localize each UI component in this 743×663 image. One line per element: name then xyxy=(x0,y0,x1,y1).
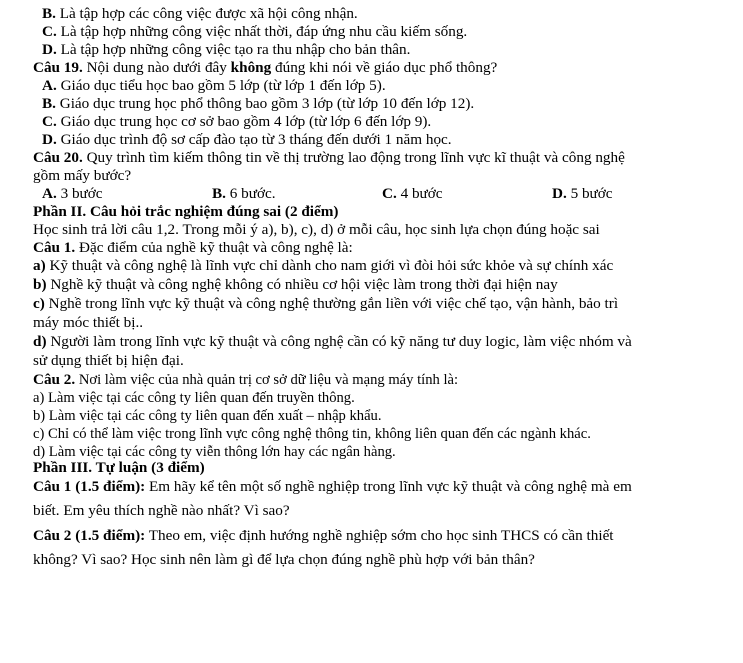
question-text: Nội dung nào dưới đây xyxy=(82,59,231,76)
item-text: máy móc thiết bị.. xyxy=(33,314,144,331)
question-label: Câu 2. xyxy=(33,371,76,388)
item-text: sử dụng thiết bị hiện đại. xyxy=(33,352,184,369)
part2-q1-item-d-continued xyxy=(33,352,184,370)
option-label: D. xyxy=(42,41,57,58)
q19-option-c xyxy=(42,113,431,131)
option-label: C. xyxy=(382,185,397,202)
item-label: b) xyxy=(33,276,47,293)
part3-q2 xyxy=(33,527,614,545)
item-text: Nghề trong lĩnh vực kỹ thuật và công nghệ thường gắn liền với việc chế tạo, vận hành, bảo trì xyxy=(44,295,619,312)
question-label: Câu 19. xyxy=(33,59,83,76)
part2-q1-item-b xyxy=(33,276,558,294)
option-label: B. xyxy=(42,95,56,112)
question-label: Câu 20. xyxy=(33,149,83,166)
question-text: Nơi làm việc của nhà quản trị cơ sở dữ liệu và mạng máy tính là: xyxy=(75,372,459,388)
option-text: Giáo dục trình độ sơ cấp đào tạo từ 3 tháng đến dưới 1 năm học. xyxy=(56,131,452,148)
item-text: Người làm trong lĩnh vực kỹ thuật và công nghệ cần có kỹ năng tư duy logic, làm việc nhóm và xyxy=(46,333,632,350)
option-label: A. xyxy=(42,77,57,94)
option-label: A. xyxy=(42,185,57,202)
part2-q2-item-b: b) Làm việc tại các công ty liên quan đến xuất – nhập khẩu. xyxy=(33,408,382,424)
question-label: Câu 1. xyxy=(33,239,76,256)
q18-option-b xyxy=(42,5,358,23)
option-text: 4 bước xyxy=(396,185,443,202)
part2-q1-item-d xyxy=(33,333,632,351)
part3-q1-continued xyxy=(33,502,290,520)
q19-option-d xyxy=(42,131,452,149)
question-label: Câu 2 (1.5 điểm): xyxy=(33,527,146,544)
q20-stem-continued xyxy=(33,167,131,185)
item-label: c) xyxy=(33,295,45,312)
question-text: Theo em, việc định hướng nghề nghiệp sớm cho học sinh THCS có cần thiết xyxy=(145,527,614,544)
question-emphasis: không xyxy=(230,59,272,76)
option-text: Giáo dục trung học cơ sở bao gồm 4 lớp (từ lớp 6 đến lớp 9). xyxy=(56,113,432,130)
q20-option-b xyxy=(212,185,276,203)
part2-q2-stem xyxy=(33,371,458,389)
q19-option-a xyxy=(42,77,386,95)
option-text: 6 bước. xyxy=(225,185,276,202)
option-text: Giáo dục tiểu học bao gồm 5 lớp (từ lớp 1 đến lớp 5). xyxy=(56,77,386,94)
part2-q2-item-d: d) Làm việc tại các công ty viễn thông lớn hay các ngân hàng. xyxy=(33,444,396,460)
option-label: C. xyxy=(42,113,57,130)
question-text: Em hãy kể tên một số nghề nghiệp trong lĩnh vực kỹ thuật và công nghệ mà em xyxy=(145,478,632,495)
option-text: Là tập hợp những công việc tạo ra thu nhập cho bản thân. xyxy=(56,41,411,58)
q19-stem xyxy=(33,59,497,77)
option-label: D. xyxy=(42,131,57,148)
part2-q1-item-a xyxy=(33,257,613,275)
part3-q2-continued xyxy=(33,551,535,569)
question-text: không? Vì sao? Học sinh nên làm gì để lựa chọn đúng nghề phù hợp với bản thân? xyxy=(33,551,535,568)
option-text: Là tập hợp các công việc được xã hội công nhận. xyxy=(55,5,358,22)
option-text: Là tập hợp những công việc nhất thời, đáp ứng nhu cầu kiếm sống. xyxy=(56,23,468,40)
q20-option-c xyxy=(382,185,443,203)
item-text: Kỹ thuật và công nghệ là lĩnh vực chỉ dành cho nam giới vì đòi hỏi sức khỏe và sự chính xác xyxy=(45,257,614,274)
part2-q2-item-a: a) Làm việc tại các công ty liên quan đến truyền thông. xyxy=(33,390,355,406)
option-text: Giáo dục trung học phổ thông bao gồm 3 lớp (từ lớp 10 đến lớp 12). xyxy=(55,95,475,112)
part2-heading: Phần II. Câu hỏi trắc nghiệm đúng sai (2 điểm) xyxy=(33,203,339,220)
option-text: 3 bước xyxy=(56,185,103,202)
item-text: Nghề kỹ thuật và công nghệ không có nhiều cơ hội việc làm trong thời đại hiện nay xyxy=(46,276,558,293)
part3-heading: Phần III. Tự luận (3 điểm) xyxy=(33,459,205,476)
part2-q1-item-c-continued xyxy=(33,314,143,332)
part2-q1-stem xyxy=(33,239,353,257)
option-text: 5 bước xyxy=(566,185,613,202)
part2-q1-item-c xyxy=(33,295,618,313)
q20-option-a xyxy=(42,185,103,203)
question-text: biết. Em yêu thích nghề nào nhất? Vì sao? xyxy=(33,502,290,519)
q18-option-d xyxy=(42,41,410,59)
item-label: a) xyxy=(33,257,46,274)
option-label: C. xyxy=(42,23,57,40)
option-label: D. xyxy=(552,185,567,202)
part2-q2-item-c: c) Chỉ có thể làm việc trong lĩnh vực công nghệ thông tin, không liên quan đến các ngành khác. xyxy=(33,426,591,442)
question-text: đúng khi nói về giáo dục phổ thông? xyxy=(271,59,498,76)
part2-instruction: Học sinh trả lời câu 1,2. Trong mỗi ý a), b), c), d) ở mỗi câu, học sinh lựa chọn đúng hoặc sai xyxy=(33,221,600,238)
part3-q1 xyxy=(33,478,632,496)
q20-option-d xyxy=(552,185,613,203)
item-label: d) xyxy=(33,333,47,350)
q20-stem xyxy=(33,149,625,167)
q18-option-c xyxy=(42,23,467,41)
option-label: B. xyxy=(212,185,226,202)
question-text: Quy trình tìm kiếm thông tin về thị trường lao động trong lĩnh vực kĩ thuật và công nghệ xyxy=(82,149,625,166)
question-text: gồm mấy bước? xyxy=(33,167,132,184)
question-text: Đặc điểm của nghề kỹ thuật và công nghệ là: xyxy=(75,239,353,256)
q19-option-b xyxy=(42,95,474,113)
question-label: Câu 1 (1.5 điểm): xyxy=(33,478,146,495)
option-label: B. xyxy=(42,5,56,22)
